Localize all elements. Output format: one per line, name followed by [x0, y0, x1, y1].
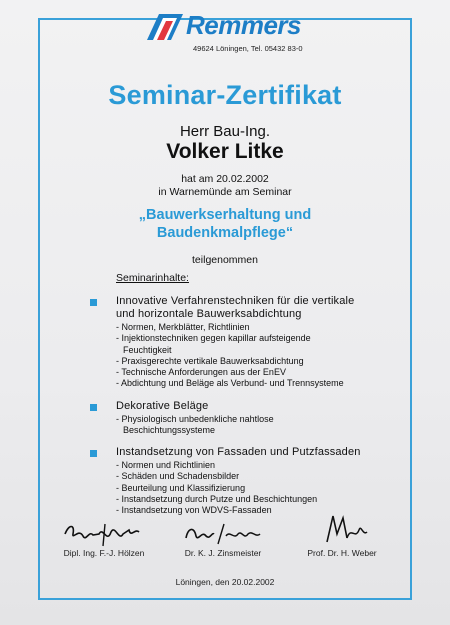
content-section: [116, 446, 386, 516]
section-items: [116, 322, 386, 390]
signature-label: Prof. Dr. H. Weber: [307, 548, 377, 558]
contents-heading: Seminarinhalte:: [116, 272, 189, 284]
section-items: [116, 414, 386, 437]
handwritten-signature-icon: [59, 520, 149, 548]
list-item: - Abdichtung und Beläge als Verbund- und Trennsysteme: [116, 378, 344, 389]
recipient-honorific: Herr Bau-Ing.: [179, 123, 271, 140]
seminar-date-line: hat am 20.02.2002: [181, 173, 269, 185]
seminar-topic: [0, 206, 450, 242]
list-item: - Technische Anforderungen aus der EnEV: [116, 367, 286, 378]
list-item: - Normen, Merkblätter, Richtlinien: [116, 322, 250, 332]
square-bullet-icon: [90, 450, 97, 457]
signature-zinsmeister: [163, 520, 283, 558]
recipient-name: Volker Litke: [166, 140, 284, 163]
certificate-title: Seminar-Zertifikat: [108, 80, 342, 110]
handwritten-signature-icon: [178, 520, 268, 548]
company-name: Remmers: [186, 10, 302, 40]
list-item: - Injektionstechniken gegen kapillar aufsteigende: [116, 333, 311, 344]
signature-label: Dipl. Ing. F.-J. Hölzen: [63, 548, 145, 558]
signature-hoelzen: [44, 520, 164, 558]
company-address: 49624 Löningen, Tel. 05432 83-0: [193, 44, 303, 53]
seminar-topic-line-2: Baudenkmalpflege“: [156, 225, 294, 241]
seminar-topic-line-1: „Bauwerkserhaltung und: [138, 207, 312, 223]
section-title: Innovative Verfahrenstechniken für die vertikale und horizontale Bauwerksabdichtung: [116, 295, 355, 320]
list-item: - Physiologisch unbedenkliche nahtlose: [116, 414, 274, 424]
list-item: - Instandsetzung durch Putze und Beschichtungen: [116, 493, 318, 504]
remmers-logo: [143, 10, 313, 58]
content-section: [116, 295, 386, 390]
list-item: - Normen und Richtlinien: [116, 460, 216, 470]
list-item: - Praxisgerechte vertikale Bauwerksabdichtung: [116, 355, 304, 366]
seminar-place-line: in Warnemünde am Seminar: [158, 186, 292, 198]
signature-weber: [282, 512, 402, 558]
section-title: Instandsetzung von Fassaden und Putzfassaden: [116, 446, 361, 458]
list-item: Beschichtungssysteme: [123, 425, 216, 436]
handwritten-signature-icon: [297, 512, 387, 548]
section-title: Dekorative Beläge: [116, 400, 209, 412]
list-item: Feuchtigkeit: [123, 344, 172, 355]
signature-label: Dr. K. J. Zinsmeister: [184, 548, 262, 558]
section-items: [116, 460, 386, 516]
list-item: - Schäden und Schadensbilder: [116, 471, 240, 482]
participation-text: teilgenommen: [192, 254, 258, 266]
place-and-date: Löningen, den 20.02.2002: [175, 577, 275, 587]
list-item: - Instandsetzung von WDVS-Fassaden: [116, 505, 272, 516]
list-item: - Beurteilung und Klassifizierung: [116, 482, 246, 493]
square-bullet-icon: [90, 404, 97, 411]
content-section: [116, 400, 386, 437]
logo-mark-icon: [143, 10, 187, 44]
square-bullet-icon: [90, 299, 97, 306]
